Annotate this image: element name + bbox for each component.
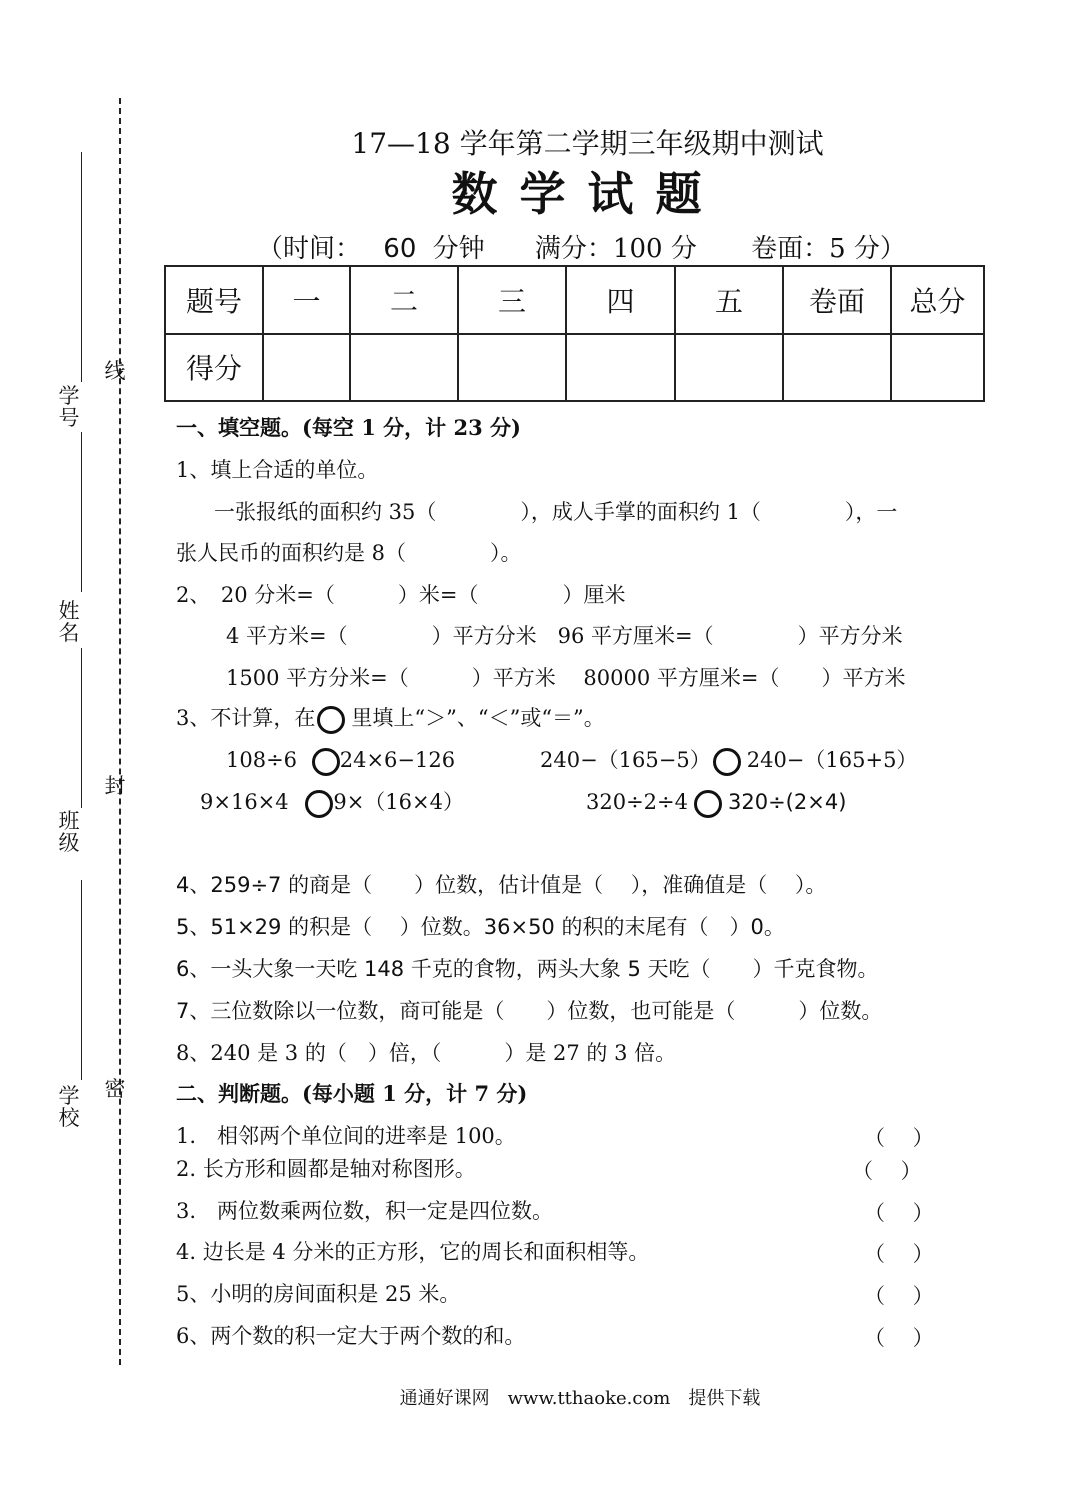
class-label: 班级 xyxy=(58,809,80,855)
q3-item-a xyxy=(226,746,455,776)
q3-b-left: 240−（165−5） xyxy=(540,748,711,772)
class-rule xyxy=(81,648,82,808)
student-id-label: 学号 xyxy=(58,384,80,430)
seal-xian-mark: 线 xyxy=(104,359,126,383)
compare-circle-input[interactable] xyxy=(305,790,333,818)
score-header-cell: 五 xyxy=(675,266,783,334)
meta-neatness: 卷面：5 分） xyxy=(751,234,906,264)
subject-title: 数学试题 xyxy=(451,167,724,221)
judge-item-6: 6、两个数的积一定大于两个数的和。 xyxy=(176,1324,526,1348)
score-table-header-row xyxy=(165,266,984,334)
judge-item-5: 5、小明的房间面积是 25 米。 xyxy=(176,1282,461,1306)
score-header-cell: 四 xyxy=(566,266,675,334)
compare-circle-input[interactable] xyxy=(694,790,722,818)
judge-answer-blank[interactable]: （ ） xyxy=(864,1242,934,1266)
q3-instruction xyxy=(176,704,605,734)
judge-answer-blank[interactable]: （ ） xyxy=(864,1284,934,1308)
judge-answer-blank[interactable]: （ ） xyxy=(864,1126,934,1150)
section2-title: 二、判断题。(每小题 1 分，计 7 分) xyxy=(176,1081,528,1106)
score-input-cell[interactable] xyxy=(263,334,350,402)
q2-line3: 1500 平方分米=（ ）平方米 80000 平方厘米=（ ）平方米 xyxy=(226,666,906,690)
meta-time-unit: 分钟 xyxy=(432,234,485,264)
q3-c-right: 9×（16×4） xyxy=(333,790,464,814)
judge-item-2: 2. 长方形和圆都是轴对称图形。 xyxy=(176,1157,476,1181)
q3-item-b xyxy=(540,746,917,776)
q3-d-right: 320÷(2×4) xyxy=(728,790,847,814)
q3-c-left: 9×16×4 xyxy=(200,790,289,814)
score-input-cell[interactable] xyxy=(675,334,783,402)
score-header-cell: 三 xyxy=(458,266,566,334)
score-input-cell[interactable] xyxy=(458,334,566,402)
q8: 8、240 是 3 的（ ）倍，（ ）是 27 的 3 倍。 xyxy=(176,1041,677,1065)
q3-a-right: 24×6−126 xyxy=(339,748,456,772)
name-label: 姓名 xyxy=(58,599,80,645)
score-table-score-row xyxy=(165,334,984,402)
q3-item-c xyxy=(200,788,464,818)
q2-line2: 4 平方米=（ ）平方分米 96 平方厘米=（ ）平方分米 xyxy=(226,624,903,648)
judge-answer-blank[interactable]: （ ） xyxy=(864,1326,934,1350)
q1-line2: 张人民币的面积约是 8（ ）。 xyxy=(176,541,522,565)
school-label: 学校 xyxy=(58,1084,80,1130)
score-input-cell[interactable] xyxy=(350,334,458,402)
meta-full-score: 满分：100 分 xyxy=(534,234,697,264)
footer-source: 通通好课网 www.tthaoke.com 提供下载 xyxy=(399,1388,761,1409)
q1-title: 1、填上合适的单位。 xyxy=(176,458,379,482)
name-rule xyxy=(81,432,82,592)
q5: 5、51×29 的积是（ ）位数。36×50 的积的末尾有（ ）0。 xyxy=(176,915,785,939)
judge-item-3: 3. 两位数乘两位数，积一定是四位数。 xyxy=(176,1199,554,1223)
judge-item-4: 4. 边长是 4 分米的正方形，它的周长和面积相等。 xyxy=(176,1240,650,1264)
score-header-cell: 一 xyxy=(263,266,350,334)
section1-title: 一、填空题。(每空 1 分，计 23 分) xyxy=(176,415,521,440)
q3-b-right: 240−（165+5） xyxy=(746,748,918,772)
q4: 4、259÷7 的商是（ ）位数，估计值是（ ），准确值是（ ）。 xyxy=(176,873,827,897)
q3-item-d xyxy=(586,788,846,818)
circle-icon xyxy=(317,706,345,734)
seal-feng-mark: 封 xyxy=(104,774,126,798)
q1-line1: 一张报纸的面积约 35（ ），成人手掌的面积约 1（ ），一 xyxy=(214,500,898,524)
score-input-cell[interactable] xyxy=(891,334,984,402)
judge-answer-blank[interactable]: （ ） xyxy=(864,1201,934,1225)
score-row-label: 得分 xyxy=(165,334,263,402)
meta-time-value: 60 xyxy=(383,234,417,264)
score-input-cell[interactable] xyxy=(783,334,891,402)
school-rule xyxy=(81,880,82,1080)
q2-line1: 2、 20 分米=（ ）米=（ ）厘米 xyxy=(176,583,626,607)
judge-item-1: 1. 相邻两个单位间的进率是 100。 xyxy=(176,1124,516,1148)
q7: 7、三位数除以一位数，商可能是（ ）位数，也可能是（ ）位数。 xyxy=(176,999,883,1023)
score-header-cell: 题号 xyxy=(165,266,263,334)
compare-circle-input[interactable] xyxy=(312,748,340,776)
q3-d-left: 320÷2÷4 xyxy=(586,790,688,814)
q3-post-text: 里填上“＞”、“＜”或“＝”。 xyxy=(351,706,605,730)
binding-dashed-line xyxy=(119,98,121,1365)
meta-time-label: （时间： xyxy=(257,234,362,264)
judge-answer-blank[interactable]: （ ） xyxy=(852,1159,922,1183)
q6: 6、一头大象一天吃 148 千克的食物，两头大象 5 天吃（ ）千克食物。 xyxy=(176,957,879,981)
score-input-cell[interactable] xyxy=(566,334,675,402)
compare-circle-input[interactable] xyxy=(713,748,741,776)
exam-meta xyxy=(257,228,906,265)
score-table xyxy=(164,265,985,402)
q3-a-left: 108÷6 xyxy=(226,748,298,772)
q3-pre-text: 3、不计算，在 xyxy=(176,706,316,730)
exam-title: 17—18 学年第二学期三年级期中测试 xyxy=(351,127,824,160)
score-header-cell: 总分 xyxy=(891,266,984,334)
score-header-cell: 卷面 xyxy=(783,266,891,334)
score-header-cell: 二 xyxy=(350,266,458,334)
seal-mi-mark: 密 xyxy=(104,1077,126,1101)
